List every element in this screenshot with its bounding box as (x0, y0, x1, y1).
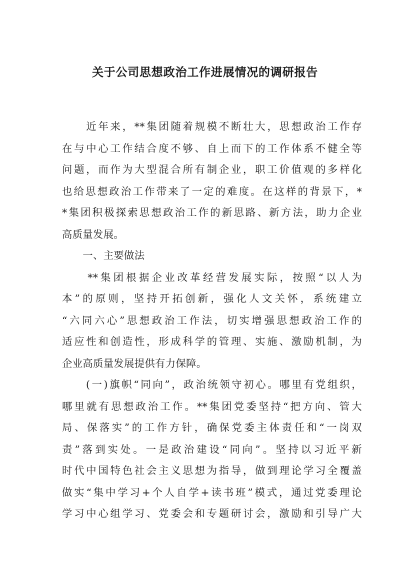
text-line: *集团积极探索思想政治工作的新思路、新方法，助力企业 (62, 208, 362, 219)
text-line: 局、保落实”的工作方针，确保党委主体责任和“一岗双 (62, 423, 362, 434)
text-line: 也给思想政治工作带来了一定的难度。在这样的背景下，* (62, 186, 362, 198)
text-line: 在与中心工作结合度不够、自上而下的工作体系不健全等 (62, 143, 362, 155)
text-line: 时代中国特色社会主义思想为指导，做到理论学习全覆盖 (62, 466, 362, 477)
document-body (62, 117, 362, 526)
document-title: 关于公司思想政治工作进展情况的调研报告 (91, 65, 319, 79)
text-line: **集团根据企业改革经营发展实际，按照“以人为 (62, 272, 362, 284)
text-line: 高质量发展。 (62, 229, 125, 241)
text-line: 哪里就有思想政治工作。**集团党委坚持“把方向、管大 (62, 401, 362, 413)
text-line: 近年来，**集团随着规模不断壮大，思想政治工作存 (62, 122, 362, 133)
text-line: 责”落到实处。一是政治建设“同向”。坚持以习近平新 (62, 444, 362, 456)
text-line: “六同六心”思想政治工作法，切实增强思想政治工作的 (62, 315, 362, 327)
text-line: 问题，而作为大型混合所有制企业，职工价值观的多样化 (62, 165, 362, 176)
text-line: 适应性和创造性，形成科学的管理、实施、激励机制，为 (62, 337, 362, 348)
text-line: (一)旗帜“同向”，政治统领守初心。哪里有党组织， (62, 380, 362, 391)
text-line: 本”的原则，坚持开拓创新，强化人文关怀，系统建立 (62, 294, 362, 305)
text-line: 企业高质量发展提供有力保障。 (62, 358, 207, 370)
text-line: 一、主要做法 (62, 251, 145, 262)
text-line: 做实“集中学习+个人自学+读书班”模式，通过党委理论 (62, 487, 362, 499)
text-line: 学习中心组学习、党委会和专题研讨会，激励和引导广大 (62, 509, 362, 520)
